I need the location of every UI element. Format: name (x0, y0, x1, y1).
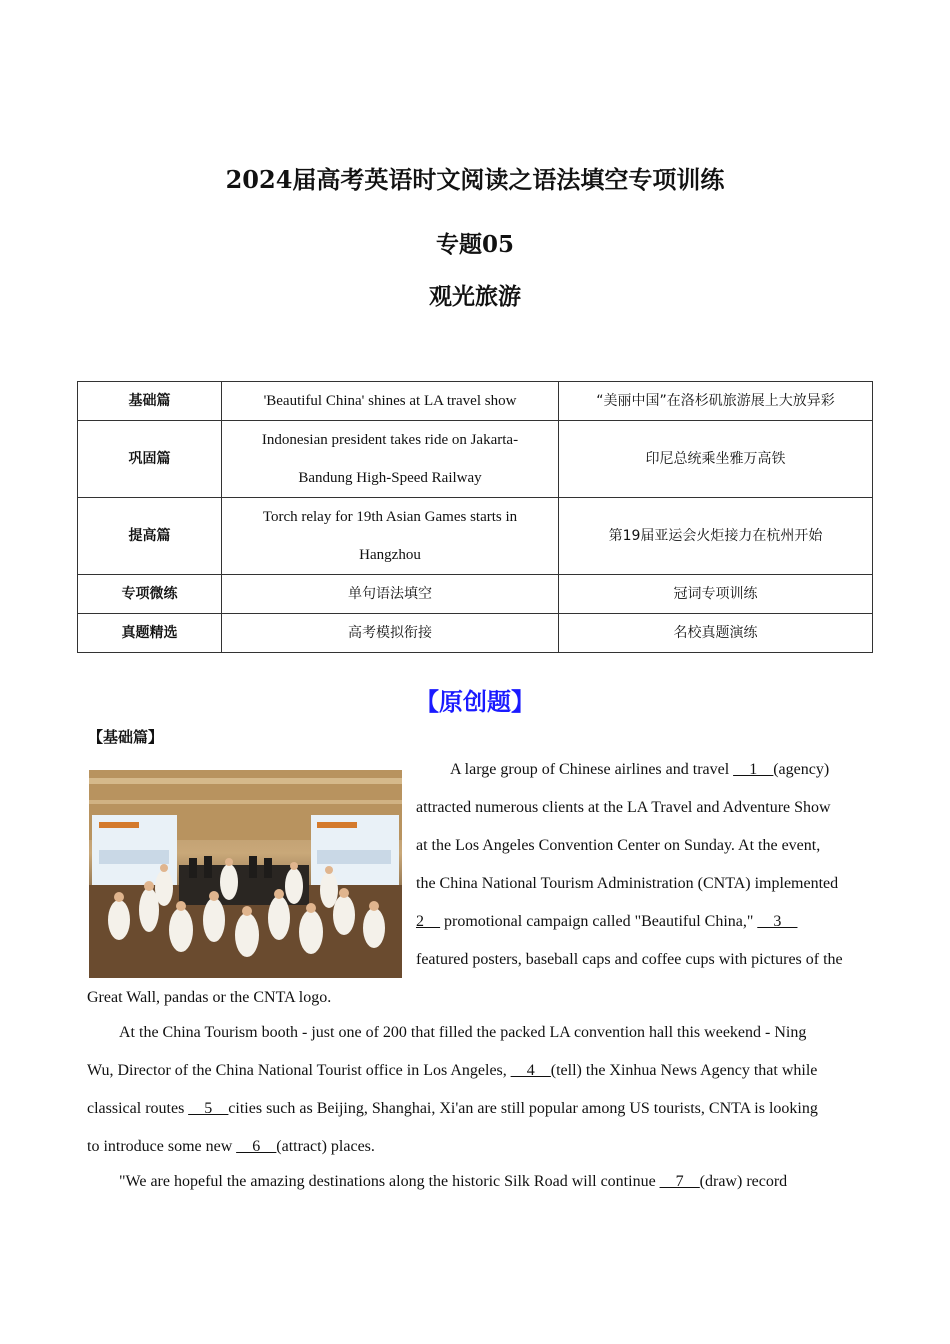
english-title-cell (222, 498, 559, 575)
english-title-line: Indonesian president takes ride on Jakarta- (261, 432, 519, 448)
passage-text: cities such as Beijing, Shanghai, Xi'an are still popular among US tourists, CNTA is looking (228, 1100, 818, 1117)
level-cell: 专项微练 (78, 575, 222, 614)
table-row (78, 421, 873, 498)
chinese-title-cell: 印尼总统乘坐雅万高铁 (559, 421, 873, 498)
exercise-type-cell: 高考模拟衔接 (222, 614, 559, 653)
passage-line: featured posters, baseball caps and coffee cups with pictures of the (416, 951, 843, 968)
level-cell: 真题精选 (78, 614, 222, 653)
english-title-cell (222, 421, 559, 498)
passage-line (119, 1173, 787, 1191)
passage-line (450, 761, 829, 779)
blank-6: __6__ (236, 1138, 277, 1155)
passage-text: A large group of Chinese airlines and travel (450, 761, 734, 778)
sub-heading: 【基础篇】 (88, 728, 164, 746)
passage-text: to introduce some new (87, 1138, 237, 1155)
level-cell: 提高篇 (78, 498, 222, 575)
blank-4: __4__ (510, 1062, 551, 1079)
table-row (78, 614, 873, 653)
passage-text: (attract) places. (276, 1138, 375, 1155)
topic-number: 专题05 (435, 231, 514, 258)
passage-line: the China National Tourism Administration (CNTA) implemented (416, 875, 839, 892)
table-row (78, 575, 873, 614)
passage-line (87, 1062, 817, 1080)
blank-2: 2__ (416, 913, 440, 930)
passage-text: (tell) the Xinhua News Agency that while (550, 1062, 818, 1079)
blank-7: __7__ (659, 1173, 700, 1190)
blank-5: __5__ (188, 1100, 229, 1117)
english-title-line: Bandung High-Speed Railway (298, 470, 482, 486)
chinese-title-cell: 第19届亚运会火炬接力在杭州开始 (559, 498, 873, 575)
level-cell: 巩固篇 (78, 421, 222, 498)
table-row (78, 382, 873, 421)
exercise-type-cell: 单句语法填空 (222, 575, 559, 614)
exercise-type-cell: 冠词专项训练 (559, 575, 873, 614)
section-heading: 【原创题】 (415, 688, 535, 716)
passage-line: at the Los Angeles Convention Center on Sunday. At the event, (416, 837, 821, 854)
passage-line (87, 1138, 375, 1156)
passage-text: classical routes (87, 1100, 189, 1117)
passage-text: (draw) record (699, 1173, 788, 1190)
passage-text: promotional campaign called "Beautiful China," (440, 913, 758, 930)
passage-line: At the China Tourism booth - just one of 200 that filled the packed LA convention hall this weekend - Ning (119, 1024, 807, 1041)
english-title-cell: 'Beautiful China' shines at LA travel show (222, 382, 559, 421)
overview-table (77, 381, 873, 653)
passage-line (87, 1100, 818, 1118)
passage-line (416, 913, 797, 931)
passage-text: (agency) (773, 761, 830, 778)
english-title-line: Torch relay for 19th Asian Games starts in (262, 509, 518, 525)
table-row (78, 498, 873, 575)
document-title: 2024届高考英语时文阅读之语法填空专项训练 (225, 165, 725, 194)
passage-line: attracted numerous clients at the LA Travel and Adventure Show (416, 799, 831, 816)
blank-3: __3__ (757, 913, 798, 930)
blank-1: __1__ (733, 761, 774, 778)
kung-fu-group-photo-illustration (89, 770, 402, 978)
event-photo (89, 770, 402, 978)
chinese-title-cell: “美丽中国”在洛杉矶旅游展上大放异彩 (559, 382, 873, 421)
topic-name: 观光旅游 (429, 283, 521, 310)
exercise-type-cell: 名校真题演练 (559, 614, 873, 653)
level-cell: 基础篇 (78, 382, 222, 421)
passage-text: Wu, Director of the China National Tourist office in Los Angeles, (87, 1062, 511, 1079)
passage-text: "We are hopeful the amazing destinations along the historic Silk Road will continue (119, 1173, 660, 1190)
english-title-line: Hangzhou (359, 547, 421, 563)
passage-line: Great Wall, pandas or the CNTA logo. (87, 989, 332, 1006)
